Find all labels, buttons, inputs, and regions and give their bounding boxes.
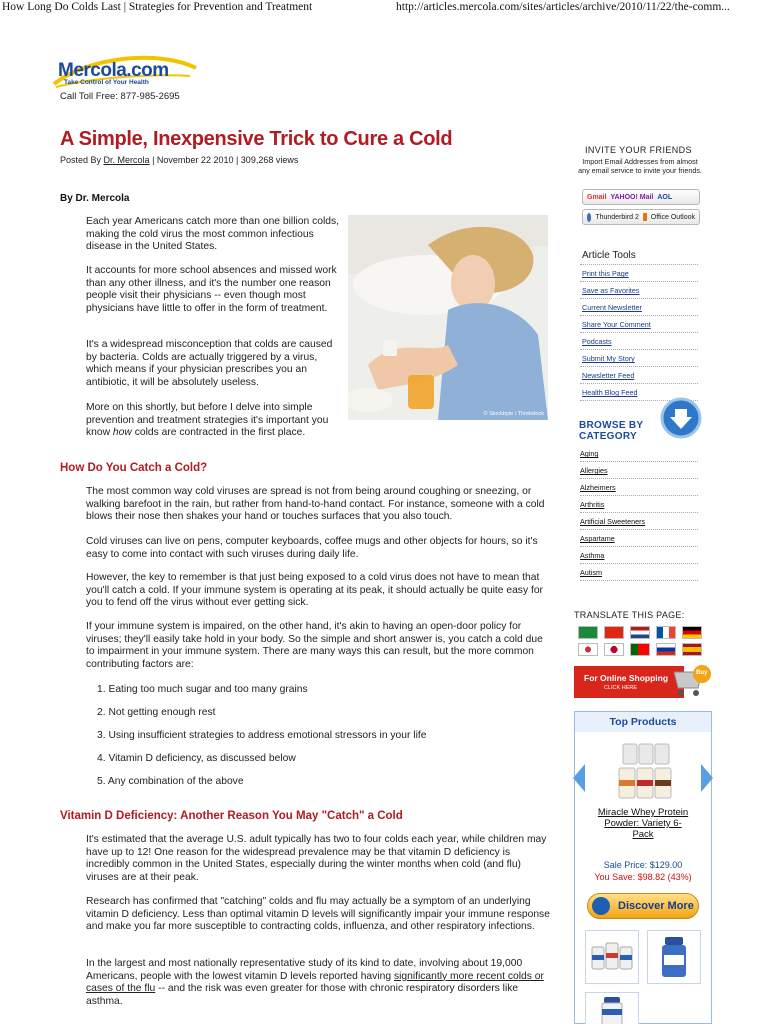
arabic-flag-icon[interactable] bbox=[578, 626, 598, 639]
divider bbox=[580, 546, 698, 547]
category-link[interactable]: Asthma bbox=[580, 551, 605, 560]
section2-paragraph-3 bbox=[86, 958, 550, 1008]
top-products-panel bbox=[574, 711, 712, 1024]
browse-heading-line-2: CATEGORY bbox=[579, 431, 637, 442]
german-flag-icon[interactable] bbox=[682, 626, 702, 639]
shop-banner-click: CLICK HERE bbox=[604, 685, 638, 691]
section-heading-catch-cold: How Do You Catch a Cold? bbox=[60, 462, 208, 474]
french-flag-icon[interactable] bbox=[656, 626, 676, 639]
spanish-flag-icon[interactable] bbox=[682, 643, 702, 656]
intro-paragraph-4 bbox=[86, 402, 344, 440]
section1-paragraph-1: The most common way cold viruses are spread is not from being around coughing or sneezing, or walking barefoot in the rain, but rather from hand-to-hand contact. For instance, someone with a cold blows their nose then shakes your hand or touches surfaces that you also touch. bbox=[86, 486, 545, 523]
russian-flag-icon[interactable] bbox=[656, 643, 676, 656]
divider bbox=[580, 315, 698, 316]
section1-paragraph-3: However, the key to remember is that just being exposed to a cold virus does not have to mean that you'll catch a cold. If your immune system is operating at its peak, it should actually be quite easy for you to fend off the virus without ever getting sick. bbox=[86, 572, 543, 609]
tool-label: Print this Page bbox=[582, 269, 629, 278]
divider bbox=[580, 366, 698, 367]
shop-banner-title: For Online Shopping bbox=[584, 673, 669, 683]
list-item: 4. Vitamin D deficiency, as discussed below bbox=[97, 753, 296, 764]
photo-illustration bbox=[348, 215, 548, 420]
product-name-link[interactable]: Miracle Whey Protein Powder: Variety 6-Pack bbox=[597, 807, 689, 840]
invite-friends-text: Import Email Addresses from almost any email service to invite your friends. bbox=[578, 157, 702, 175]
yahoo-badge: YAHOO! Mail bbox=[610, 193, 654, 201]
dutch-flag-icon[interactable] bbox=[630, 626, 650, 639]
discover-more-label: Discover More bbox=[618, 900, 694, 912]
section2-paragraph-1: It's estimated that the average U.S. adult typically has two to four colds each year, while children may have up to 12! One reason for the widespread prevalence may be that vitamin D deficiency is incredibly common in the United States, especially during the winter months when cold (and flu) viruses are at their peak. bbox=[86, 834, 547, 883]
intro-text-a: More on this shortly, but before I delve into simple prevention and treatment strategies it's important you know bbox=[86, 402, 329, 439]
logo-tagline: Take Control of Your Health bbox=[64, 79, 149, 86]
invite-friends-heading: INVITE YOUR FRIENDS bbox=[585, 145, 692, 155]
section1-paragraph-2: Cold viruses can live on pens, computer keyboards, coffee mugs and other objects for hours, so it's easy to come into contact with such viruses during daily life. bbox=[86, 536, 538, 560]
email-providers-button[interactable] bbox=[582, 189, 700, 205]
print-header bbox=[0, 0, 768, 16]
category-link[interactable]: Arthritis bbox=[580, 500, 605, 509]
sick-woman-photo bbox=[348, 215, 548, 420]
browse-category-heading bbox=[579, 420, 643, 442]
divider bbox=[580, 512, 698, 513]
list-item: 1. Eating too much sugar and too many grains bbox=[97, 684, 308, 695]
current-newsletter-link[interactable] bbox=[582, 303, 642, 312]
article-tools-heading: Article Tools bbox=[582, 250, 636, 261]
divider bbox=[580, 478, 698, 479]
shop-banner-buy: Buy bbox=[696, 670, 708, 676]
mercola-logo[interactable] bbox=[50, 54, 200, 90]
print-page-url: http://articles.mercola.com/sites/articles/archive/2010/11/22/the-comm... bbox=[396, 1, 730, 13]
logo-wordmark: Mercola.com bbox=[58, 60, 169, 81]
online-shopping-banner[interactable] bbox=[574, 664, 712, 700]
chinese-flag-icon[interactable] bbox=[604, 626, 624, 639]
divider bbox=[580, 495, 698, 496]
category-link[interactable]: Autism bbox=[580, 568, 602, 577]
article-byline bbox=[60, 155, 298, 165]
translate-heading: TRANSLATE THIS PAGE: bbox=[574, 610, 685, 620]
list-item: 5. Any combination of the above bbox=[97, 776, 244, 787]
s2p3-text-b: -- and the risk was even greater for those with chronic respiratory disorders like asthma. bbox=[86, 983, 519, 1007]
intro-emphasis: how bbox=[112, 427, 132, 439]
byline-prefix: Posted By bbox=[60, 155, 102, 165]
intro-paragraph-1: Each year Americans catch more than one billion colds, making the cold virus the most common infectious disease in the United States. bbox=[86, 216, 339, 253]
discover-more-button[interactable] bbox=[587, 893, 699, 919]
divider bbox=[580, 563, 698, 564]
newsletter-feed-link[interactable] bbox=[582, 371, 634, 380]
product-thumbnail[interactable] bbox=[585, 992, 639, 1024]
tool-label: Share Your Comment bbox=[582, 320, 651, 329]
tool-label: Save as Favorites bbox=[582, 286, 640, 295]
tool-label: Submit My Story bbox=[582, 354, 635, 363]
supplement-bottle-image bbox=[586, 993, 638, 1024]
previous-product-arrow-icon[interactable] bbox=[573, 764, 587, 792]
intro-paragraph-2: It accounts for more school absences and missed work than any other illness, and it's the number one reason people visit their physicians -- even though most physicians have little to offer in the form of treatment. bbox=[86, 265, 337, 314]
share-comment-link[interactable] bbox=[582, 320, 651, 329]
s2p3-text-a: In the largest and most nationally representative study of its kind to date, involving about 19,000 Americans, people with the lowest vitamin D levels reported having bbox=[86, 958, 523, 982]
japanese-flag-icon[interactable] bbox=[604, 643, 624, 656]
divider bbox=[580, 580, 698, 581]
thunderbird-badge: Thunderbird 2 bbox=[595, 213, 639, 221]
portuguese-flag-icon[interactable] bbox=[630, 643, 650, 656]
email-clients-button[interactable] bbox=[582, 209, 700, 225]
save-favorites-link[interactable] bbox=[582, 286, 640, 295]
category-link[interactable]: Allergies bbox=[580, 466, 608, 475]
category-link[interactable]: Artificial Sweeteners bbox=[580, 517, 646, 526]
divider bbox=[580, 281, 698, 282]
whey-protein-product-image[interactable] bbox=[617, 740, 673, 802]
product-sale-price: Sale Price: $129.00 bbox=[603, 860, 683, 870]
podcasts-link[interactable] bbox=[582, 337, 612, 346]
author-link[interactable]: Dr. Mercola bbox=[103, 155, 150, 165]
thunderbird-icon bbox=[587, 213, 591, 222]
tool-label: Current Newsletter bbox=[582, 303, 642, 312]
tool-label: Newsletter Feed bbox=[582, 371, 635, 380]
divider bbox=[580, 332, 698, 333]
tool-label: Podcasts bbox=[582, 337, 612, 346]
list-item: 2. Not getting enough rest bbox=[97, 707, 216, 718]
divider bbox=[580, 461, 698, 462]
down-arrow-icon[interactable] bbox=[660, 397, 702, 439]
divider bbox=[580, 298, 698, 299]
product-thumbnail[interactable] bbox=[647, 930, 701, 984]
gmail-badge: Gmail bbox=[587, 193, 607, 201]
product-thumbnail[interactable] bbox=[585, 930, 639, 984]
byline-meta: | November 22 2010 | 309,268 views bbox=[152, 155, 299, 165]
section-heading-vitamin-d: Vitamin D Deficiency: Another Reason You May "Catch" a Cold bbox=[60, 810, 403, 822]
supplement-bottles-image bbox=[586, 931, 638, 983]
korean-flag-icon[interactable] bbox=[578, 643, 598, 656]
section1-paragraph-4: If your immune system is impaired, on the other hand, it's akin to having an open-door policy for viruses; they'll easily take hold in your body. So the simple and short answer is, you catch a cold due to impairment in your immune system. There are many ways this can result, but the more common contributing factors are: bbox=[86, 621, 543, 670]
outlook-badge: Office Outlook bbox=[650, 213, 695, 221]
divider bbox=[580, 529, 698, 530]
discover-arrow-icon bbox=[592, 897, 610, 915]
next-product-arrow-icon[interactable] bbox=[699, 764, 713, 792]
category-link[interactable]: Alzheimers bbox=[580, 483, 616, 492]
photo-credit: © Stockbyte / Thinkstock bbox=[483, 411, 544, 417]
supplement-bottle-image bbox=[648, 931, 700, 983]
divider bbox=[580, 264, 698, 265]
article-title: A Simple, Inexpensive Trick to Cure a Cold bbox=[60, 128, 453, 150]
tool-label: Health Blog Feed bbox=[582, 388, 638, 397]
article-author: By Dr. Mercola bbox=[60, 193, 130, 204]
aol-badge: AOL bbox=[657, 193, 673, 201]
print-page-link[interactable] bbox=[582, 269, 629, 278]
study-link[interactable]: significantly more recent colds or cases of the flu bbox=[86, 970, 544, 995]
toll-free-number: Call Toll Free: 877-985-2695 bbox=[60, 91, 180, 102]
outlook-icon bbox=[643, 213, 647, 221]
intro-text-b: colds are contracted in the first place. bbox=[134, 427, 306, 439]
product-you-save: You Save: $98.82 (43%) bbox=[594, 872, 692, 882]
divider bbox=[580, 349, 698, 350]
top-products-heading: Top Products bbox=[575, 712, 711, 732]
section2-paragraph-2: Research has confirmed that "catching" colds and flu may actually be a symptom of an underlying vitamin D deficiency. Less than optimal vitamin D levels will significantly impair your immune response and make you far more susceptible to contracting colds, influenza, and other respiratory infections. bbox=[86, 896, 550, 933]
divider bbox=[580, 383, 698, 384]
health-blog-feed-link[interactable] bbox=[582, 388, 638, 397]
list-item: 3. Using insufficient strategies to address emotional stressors in your life bbox=[97, 730, 427, 741]
submit-story-link[interactable] bbox=[582, 354, 635, 363]
category-link[interactable]: Aspartame bbox=[580, 534, 615, 543]
category-link[interactable]: Aging bbox=[580, 449, 599, 458]
intro-paragraph-3: It's a widespread misconception that colds are caused by bacteria. Colds are actually triggered by a virus, which means if your physician prescribes you an antibiotic, it will be absolutely useless. bbox=[86, 339, 333, 388]
browse-heading-line-1: BROWSE BY bbox=[579, 420, 644, 431]
print-page-title: How Long Do Colds Last | Strategies for Prevention and Treatment bbox=[2, 1, 313, 13]
